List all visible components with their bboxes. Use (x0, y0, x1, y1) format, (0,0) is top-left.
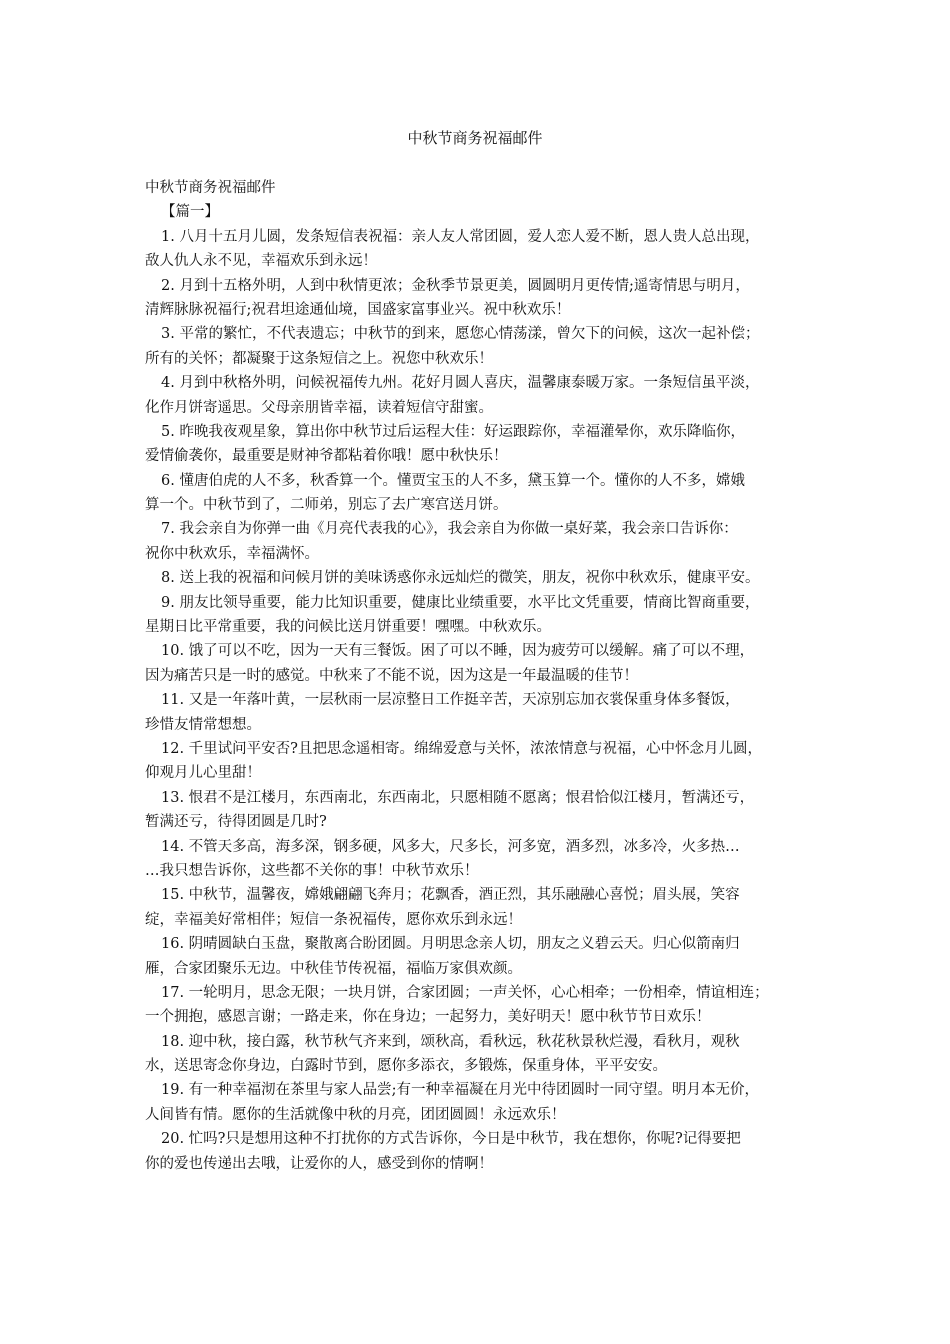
paragraph-first-line: 9. 朋友比领导重要，能力比知识重要，健康比业绩重要，水平比文凭重要，情商比智商重要， (161, 594, 760, 611)
body-heading: 中秋节商务祝福邮件 (145, 180, 276, 196)
greeting-paragraph (145, 883, 815, 932)
paragraph-first-line: 5. 昨晚我夜观星象，算出你中秋节过后运程大佳：好运跟踪你，幸福灌晕你，欢乐降临你， (161, 423, 745, 440)
paragraph-continuation-line: 珍惜友情常想想。 (145, 716, 261, 733)
paragraph-continuation-line: 一个拥抱，感恩言谢；一路走来，你在身边；一起努力，美好明天！愿中秋节节日欢乐！ (145, 1009, 711, 1026)
greeting-paragraph (145, 737, 815, 786)
paragraph-continuation-line: 爱情偷袭你，最重要是财神爷都粘着你哦！愿中秋快乐！ (145, 448, 508, 465)
greeting-paragraph (145, 835, 815, 884)
paragraph-continuation-line: 清辉脉脉祝福行;祝君坦途通仙境，国盛家富事业兴。祝中秋欢乐！ (145, 301, 571, 318)
paragraph-continuation-line: 绽，幸福美好常相伴；短信一条祝福传，愿你欢乐到永远！ (145, 911, 522, 928)
paragraph-continuation-line: 因为痛苦只是一时的感觉。中秋来了不能不说，因为这是一年最温暖的佳节！ (145, 667, 638, 684)
paragraph-continuation-line: 暂满还亏，待得团圆是几时? (145, 814, 327, 831)
section-label: 【篇一】 (161, 204, 219, 221)
paragraph-continuation-line: …我只想告诉你，这些都不关你的事！中秋节欢乐！ (145, 862, 479, 879)
paragraph-first-line: 1. 八月十五月儿圆，发条短信表祝福：亲人友人常团圆，爱人恋人爱不断，恩人贵人总出现， (161, 228, 760, 245)
paragraph-first-line: 6. 懂唐伯虎的人不多，秋香算一个。懂贾宝玉的人不多，黛玉算一个。懂你的人不多，嫦娥 (161, 472, 745, 489)
paragraph-first-line: 16. 阴晴圆缺白玉盘，聚散离合盼团圆。月明思念亲人切，朋友之义碧云天。归心似箭南归 (161, 936, 740, 953)
paragraph-first-line: 17. 一轮明月，思念无限；一块月饼，合家团圆；一声关怀，心心相牵；一份相牵，情谊相连； (161, 984, 769, 1001)
greeting-paragraph (145, 1078, 815, 1127)
greeting-paragraph (145, 981, 815, 1030)
greeting-paragraph (145, 932, 815, 981)
document-title: 中秋节商务祝福邮件 (407, 129, 543, 147)
paragraph-continuation-line: 算一个。中秋节到了，二师弟，别忘了去广寒宫送月饼。 (145, 497, 508, 514)
paragraph-first-line: 3. 平常的繁忙，不代表遗忘；中秋节的到来，愿您心情荡漾，曾欠下的问候，这次一起补偿； (161, 326, 760, 343)
paragraph-first-line: 20. 忙吗?只是想用这种不打扰你的方式告诉你，今日是中秋节，我在想你，你呢?记得要把 (161, 1131, 741, 1148)
paragraph-first-line: 4. 月到中秋格外明，问候祝福传九州。花好月圆人喜庆，温馨康泰暖万家。一条短信虽平淡， (161, 375, 760, 392)
paragraph-first-line: 7. 我会亲自为你弹一曲《月亮代表我的心》，我会亲自为你做一桌好菜，我会亲口告诉你： (161, 521, 738, 538)
paragraph-first-line: 11. 又是一年落叶黄，一层秋雨一层凉整日工作挺辛苦，天凉别忘加衣裳保重身体多餐饭， (161, 692, 740, 709)
paragraph-continuation-line: 敌人仇人永不见，幸福欢乐到永远！ (145, 253, 377, 270)
greeting-paragraph (145, 420, 815, 469)
paragraph-first-line: 10. 饿了可以不吃，因为一天有三餐饭。困了可以不睡，因为疲劳可以缓解。痛了可以不理， (161, 643, 755, 660)
paragraph-continuation-line: 所有的关怀；都凝聚于这条短信之上。祝您中秋欢乐！ (145, 350, 493, 367)
greeting-paragraph (145, 469, 815, 518)
paragraph-continuation-line: 化作月饼寄遥思。父母亲朋皆幸福，读着短信守甜蜜。 (145, 399, 493, 416)
paragraph-first-line: 18. 迎中秋，接白露，秋节秋气齐来到，颂秋高，看秋远，秋花秋景秋烂漫，看秋月，观秋 (161, 1033, 740, 1050)
paragraph-first-line: 15. 中秋节，温馨夜，嫦娥翩翩飞奔月；花飘香，酒正烈，其乐融融心喜悦；眉头展，笑容 (161, 887, 740, 904)
paragraph-continuation-line: 星期日比平常重要，我的问候比送月饼重要！嘿嘿。中秋欢乐。 (145, 619, 551, 636)
greeting-paragraph (145, 591, 815, 640)
paragraph-continuation-line: 仰观月儿心里甜！ (145, 765, 261, 782)
greeting-paragraph (145, 517, 815, 566)
paragraph-first-line: 2. 月到十五格外明，人到中秋情更浓；金秋季节景更美，圆圆明月更传情;遥寄情思与明月， (161, 277, 750, 294)
paragraph-continuation-line: 人间皆有情。愿你的生活就像中秋的月亮，团团圆圆！永远欢乐！ (145, 1106, 566, 1123)
greeting-paragraph (145, 322, 815, 371)
paragraph-first-line: 13. 恨君不是江楼月，东西南北，东西南北，只愿相随不愿离；恨君恰似江楼月，暂满还亏， (161, 789, 755, 806)
paragraph-first-line: 14. 不管天多高，海多深，钢多硬，风多大，尺多长，河多宽，酒多烈，冰多冷，火多热… (161, 838, 740, 855)
greeting-paragraph (145, 274, 815, 323)
paragraph-continuation-line: 水，送思寄念你身边，白露时节到，愿你多添衣，多锻炼，保重身体，平平安安。 (145, 1058, 667, 1075)
paragraph-first-line: 8. 送上我的祝福和问候月饼的美味诱惑你永远灿烂的微笑，朋友，祝你中秋欢乐，健康平安。 (161, 570, 760, 587)
greeting-paragraph (145, 786, 815, 835)
greeting-paragraph (145, 566, 815, 590)
greeting-paragraph (145, 371, 815, 420)
greeting-paragraph (145, 639, 815, 688)
document-body (145, 176, 815, 1176)
paragraph-continuation-line: 祝你中秋欢乐，幸福满怀。 (145, 545, 319, 562)
greeting-paragraph (145, 1030, 815, 1079)
paragraph-continuation-line: 雁，合家团聚乐无边。中秋佳节传祝福，福临万家俱欢颜。 (145, 960, 522, 977)
greeting-paragraph (145, 688, 815, 737)
paragraph-first-line: 19. 有一种幸福沏在茶里与家人品尝;有一种幸福凝在月光中待团圆时一同守望。明月本无价， (161, 1082, 760, 1099)
paragraph-continuation-line: 你的爱也传递出去哦，让爱你的人，感受到你的情啊！ (145, 1155, 493, 1172)
greeting-paragraph (145, 225, 815, 274)
paragraph-first-line: 12. 千里试问平安否?且把思念遥相寄。绵绵爱意与关怀，浓浓情意与祝福，心中怀念月儿圆， (161, 740, 762, 757)
greeting-paragraph (145, 1127, 815, 1176)
